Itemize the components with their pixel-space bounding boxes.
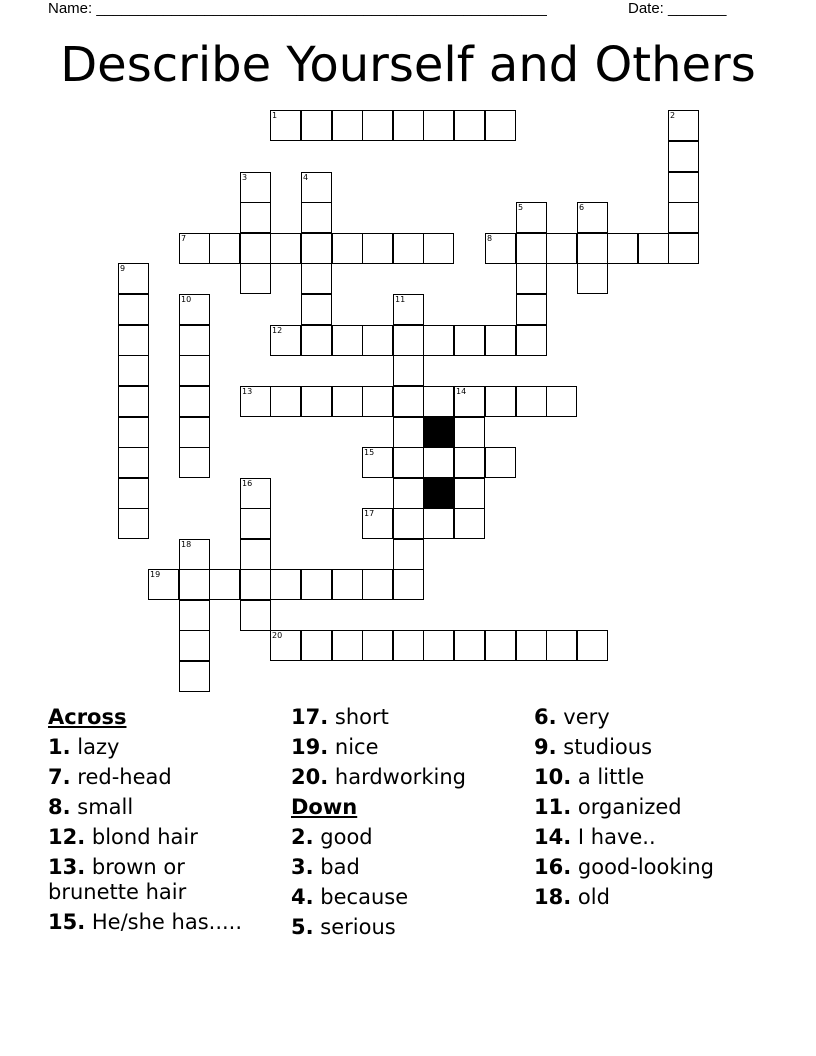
crossword-cell[interactable] (485, 386, 516, 417)
crossword-cell[interactable] (240, 172, 271, 203)
clue-number-label: 2 (670, 111, 676, 120)
crossword-cell[interactable] (301, 172, 332, 203)
clue-item (534, 732, 714, 762)
crossword-cell[interactable] (332, 569, 363, 600)
crossword-cell[interactable] (179, 355, 210, 386)
clue-text: He/she has..... (91, 910, 243, 934)
clue-number: 14. (534, 825, 572, 849)
clue-number-label: 6 (579, 203, 585, 212)
clue-text: nice (334, 735, 379, 759)
crossword-cell[interactable] (362, 630, 393, 661)
clue-text: good-looking (577, 855, 714, 879)
clue-text: red-head (77, 765, 172, 789)
clue-text: I have.. (577, 825, 656, 849)
clue-number-label: 11 (395, 295, 406, 304)
crossword-cell[interactable] (301, 325, 332, 356)
clue-item (534, 852, 714, 882)
clue-number-label: 13 (242, 387, 253, 396)
crossword-cell[interactable] (118, 478, 149, 509)
clue-number-label: 17 (364, 509, 375, 518)
crossword-cell[interactable] (118, 508, 149, 539)
clue-item (534, 882, 714, 912)
clue-number-label: 20 (272, 631, 283, 640)
crossword-cell[interactable] (423, 325, 454, 356)
crossword-cell[interactable] (485, 110, 516, 141)
crossword-cell[interactable] (423, 386, 454, 417)
crossword-cell[interactable] (332, 325, 363, 356)
crossword-cell[interactable] (270, 233, 301, 264)
clue-number-label: 7 (181, 234, 187, 243)
crossword-cell[interactable] (209, 569, 240, 600)
clue-number: 11. (534, 795, 572, 819)
crossword-cell[interactable] (148, 569, 179, 600)
crossword-cell[interactable] (301, 110, 332, 141)
crossword-cell[interactable] (577, 263, 608, 294)
down-heading: Down (291, 795, 358, 819)
clue-number: 16. (534, 855, 572, 879)
clue-number-label: 5 (518, 203, 524, 212)
clue-text: good (320, 825, 373, 849)
crossword-cell[interactable] (607, 233, 638, 264)
crossword-cell[interactable] (393, 447, 424, 478)
crossword-cell[interactable] (362, 325, 393, 356)
crossword-cell[interactable] (362, 110, 393, 141)
crossword-cell[interactable] (393, 417, 424, 448)
clue-number-label: 4 (303, 173, 309, 182)
clue-text: lazy (77, 735, 120, 759)
crossword-cell[interactable] (270, 630, 301, 661)
clue-text: hardworking (334, 765, 466, 789)
clue-item (48, 852, 238, 907)
clue-number: 18. (534, 885, 572, 909)
crossword-cell[interactable] (393, 539, 424, 570)
crossword-cell[interactable] (423, 630, 454, 661)
crossword-cell[interactable] (118, 294, 149, 325)
clue-number-label: 14 (456, 387, 467, 396)
clue-number-label: 1 (272, 111, 278, 120)
clue-item (48, 762, 242, 792)
name-field-label: Name: ______________________________________________________ (48, 0, 547, 17)
clue-text: serious (320, 915, 396, 939)
crossword-cell[interactable] (546, 386, 577, 417)
clue-text: studious (563, 735, 653, 759)
crossword-cell[interactable] (362, 447, 393, 478)
crossword-cell[interactable] (301, 569, 332, 600)
crossword-cell[interactable] (301, 202, 332, 233)
crossword-cell[interactable] (240, 233, 271, 264)
clue-item (48, 822, 242, 852)
clue-number-label: 16 (242, 479, 253, 488)
black-cell (423, 417, 454, 448)
clue-item (534, 702, 714, 732)
crossword-cell[interactable] (118, 417, 149, 448)
clue-text: old (577, 885, 610, 909)
crossword-cell[interactable] (240, 478, 271, 509)
clue-item (291, 912, 466, 942)
crossword-cell[interactable] (454, 110, 485, 141)
clue-number: 20. (291, 765, 329, 789)
clue-number: 17. (291, 705, 329, 729)
crossword-cell[interactable] (668, 172, 699, 203)
crossword-cell[interactable] (393, 233, 424, 264)
crossword-cell[interactable] (301, 630, 332, 661)
crossword-cell[interactable] (362, 569, 393, 600)
clue-number-label: 18 (181, 540, 192, 549)
crossword-cell[interactable] (270, 386, 301, 417)
clue-item (291, 702, 466, 732)
crossword-cell[interactable] (179, 630, 210, 661)
clue-number: 9. (534, 735, 557, 759)
clue-item (48, 907, 242, 937)
crossword-cell[interactable] (179, 447, 210, 478)
crossword-cell[interactable] (454, 478, 485, 509)
crossword-cell[interactable] (577, 202, 608, 233)
crossword-cell[interactable] (332, 386, 363, 417)
crossword-cell[interactable] (516, 263, 547, 294)
clue-item (291, 762, 466, 792)
crossword-cell[interactable] (240, 263, 271, 294)
crossword-cell[interactable] (454, 630, 485, 661)
clue-number-label: 3 (242, 173, 248, 182)
crossword-cell[interactable] (393, 630, 424, 661)
clue-number: 15. (48, 910, 86, 934)
crossword-cell[interactable] (179, 294, 210, 325)
crossword-cell[interactable] (179, 661, 210, 692)
clue-number: 13. (48, 855, 86, 879)
clue-text: brown or brunette hair (48, 855, 187, 904)
clues-column-1 (48, 702, 242, 937)
crossword-cell[interactable] (362, 233, 393, 264)
crossword-cell[interactable] (393, 386, 424, 417)
crossword-cell[interactable] (577, 233, 608, 264)
crossword-cell[interactable] (332, 110, 363, 141)
clue-item (534, 822, 714, 852)
crossword-cell[interactable] (240, 508, 271, 539)
crossword-cell[interactable] (393, 569, 424, 600)
clue-number-label: 12 (272, 326, 283, 335)
crossword-cell[interactable] (270, 569, 301, 600)
crossword-cell[interactable] (179, 386, 210, 417)
clue-item (291, 852, 466, 882)
clue-number: 6. (534, 705, 557, 729)
crossword-cell[interactable] (516, 294, 547, 325)
clues-column-2 (291, 702, 466, 942)
crossword-cell[interactable] (485, 233, 516, 264)
crossword-cell[interactable] (301, 386, 332, 417)
crossword-cell[interactable] (179, 417, 210, 448)
crossword-cell[interactable] (454, 447, 485, 478)
crossword-cell[interactable] (301, 263, 332, 294)
crossword-cell[interactable] (516, 325, 547, 356)
crossword-cell[interactable] (332, 233, 363, 264)
crossword-cell[interactable] (454, 386, 485, 417)
clue-text: bad (320, 855, 360, 879)
crossword-cell[interactable] (668, 202, 699, 233)
crossword-cell[interactable] (240, 386, 271, 417)
crossword-cell[interactable] (270, 110, 301, 141)
clue-number: 10. (534, 765, 572, 789)
crossword-cell[interactable] (485, 447, 516, 478)
crossword-cell[interactable] (393, 478, 424, 509)
crossword-cell[interactable] (118, 355, 149, 386)
crossword-cell[interactable] (179, 325, 210, 356)
crossword-cell[interactable] (179, 569, 210, 600)
crossword-cell[interactable] (118, 447, 149, 478)
clues-column-3 (534, 702, 714, 912)
crossword-cell[interactable] (546, 630, 577, 661)
crossword-cell[interactable] (270, 325, 301, 356)
clue-number: 4. (291, 885, 314, 909)
clue-item (534, 792, 714, 822)
crossword-cell[interactable] (393, 110, 424, 141)
clue-item (48, 732, 242, 762)
clue-number: 8. (48, 795, 71, 819)
crossword-cell[interactable] (423, 233, 454, 264)
crossword-cell[interactable] (668, 110, 699, 141)
crossword-cell[interactable] (118, 386, 149, 417)
crossword-cell[interactable] (393, 508, 424, 539)
crossword-cell[interactable] (668, 141, 699, 172)
clue-number-label: 8 (487, 234, 493, 243)
clue-number-label: 19 (150, 570, 161, 579)
clue-number: 1. (48, 735, 71, 759)
crossword-cell[interactable] (240, 569, 271, 600)
crossword-cell[interactable] (393, 355, 424, 386)
clue-number: 19. (291, 735, 329, 759)
crossword-cell[interactable] (118, 263, 149, 294)
crossword-cell[interactable] (423, 110, 454, 141)
crossword-cell[interactable] (638, 233, 669, 264)
across-heading: Across (48, 705, 127, 729)
page-title: Describe Yourself and Others (60, 37, 756, 93)
crossword-cell[interactable] (577, 630, 608, 661)
black-cell (423, 478, 454, 509)
crossword-cell[interactable] (454, 325, 485, 356)
crossword-cell[interactable] (301, 233, 332, 264)
clue-text: because (320, 885, 409, 909)
crossword-cell[interactable] (423, 508, 454, 539)
crossword-cell[interactable] (516, 202, 547, 233)
crossword-cell[interactable] (240, 600, 271, 631)
clue-text: organized (577, 795, 682, 819)
crossword-cell[interactable] (393, 325, 424, 356)
clue-number: 12. (48, 825, 86, 849)
crossword-cell[interactable] (301, 294, 332, 325)
crossword-cell[interactable] (516, 630, 547, 661)
clue-number: 5. (291, 915, 314, 939)
crossword-cell[interactable] (240, 202, 271, 233)
clue-item (291, 882, 466, 912)
clue-number-label: 15 (364, 448, 375, 457)
clue-text: short (334, 705, 389, 729)
crossword-cell[interactable] (209, 233, 240, 264)
crossword-cell[interactable] (516, 386, 547, 417)
crossword-cell[interactable] (516, 233, 547, 264)
crossword-cell[interactable] (179, 539, 210, 570)
crossword-cell[interactable] (118, 325, 149, 356)
clue-item (291, 732, 466, 762)
clue-number-label: 9 (120, 264, 126, 273)
date-field-label: Date: _______ (628, 0, 727, 17)
crossword-cell[interactable] (485, 630, 516, 661)
clue-number: 3. (291, 855, 314, 879)
crossword-cell[interactable] (179, 233, 210, 264)
crossword-cell[interactable] (332, 630, 363, 661)
crossword-cell[interactable] (362, 508, 393, 539)
clue-item (291, 822, 466, 852)
clue-item (48, 792, 242, 822)
crossword-cell[interactable] (454, 417, 485, 448)
clue-number-label: 10 (181, 295, 192, 304)
crossword-cell[interactable] (485, 325, 516, 356)
crossword-cell[interactable] (179, 600, 210, 631)
crossword-cell[interactable] (423, 447, 454, 478)
clue-number: 7. (48, 765, 71, 789)
clue-number: 2. (291, 825, 314, 849)
crossword-cell[interactable] (668, 233, 699, 264)
crossword-cell[interactable] (362, 386, 393, 417)
crossword-cell[interactable] (546, 233, 577, 264)
clue-text: very (563, 705, 610, 729)
clue-text: small (77, 795, 134, 819)
clue-text: blond hair (91, 825, 198, 849)
clue-text: a little (577, 765, 645, 789)
clue-item (534, 762, 714, 792)
crossword-cell[interactable] (454, 508, 485, 539)
crossword-cell[interactable] (240, 539, 271, 570)
crossword-cell[interactable] (393, 294, 424, 325)
